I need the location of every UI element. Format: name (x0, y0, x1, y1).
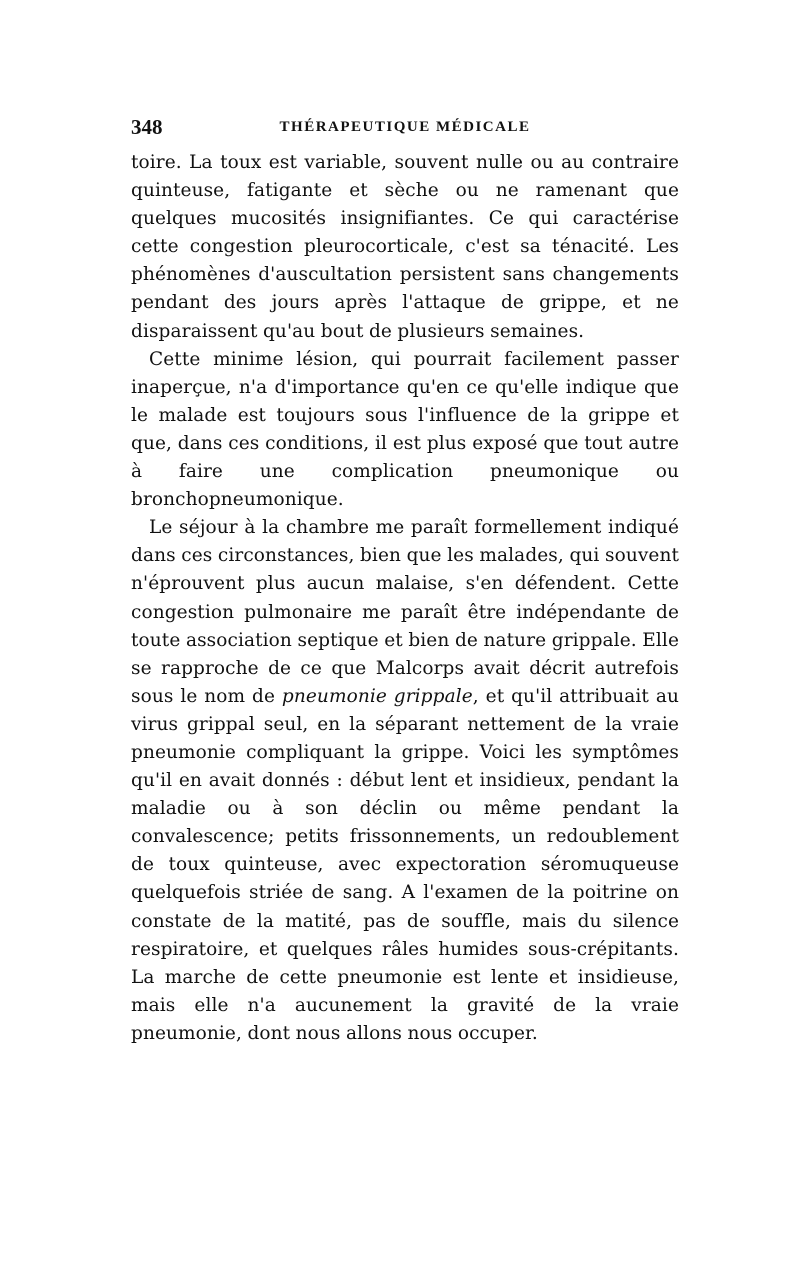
running-header (131, 114, 679, 140)
running-title: THÉRAPEUTIQUE MÉDICALE (279, 119, 531, 135)
paragraph-minime-lesion: Cette minime lésion, qui pourrait facilement passer inaperçue, n'a d'importance qu'en ce qu'elle indique que le malade est toujours sous l'influence de la grippe et que, dans ces conditions, il est plus exposé que tout autre à faire une complication pneumonique ou bronchopneumonique. (131, 348, 679, 511)
paragraph-text-after-italic: , et qu'il attribuait au virus grippal seul, en la séparant nettement de la vraie pneumonie compliquant la grippe. Voici les symptômes qu'il en avait donnés : début lent et insidieux, pendant la maladie ou à son déclin ou même pendant la convalescence; petits frissonnements, un redoublement de toux quinteuse, avec expectoration séromuqueuse quelquefois striée de sang. A l'examen de la poitrine on constate de la matité, pas de souffle, mais du silence respiratoire, et quelques râles humides sous-crépitants. La marche de cette pneumonie est lente et insidieuse, mais elle n'a aucunement la gravité de la vraie pneumonie, dont nous allons nous occuper. (131, 685, 679, 1044)
paragraph-sejour-chambre (131, 514, 679, 1048)
italic-term-pneumonie-grippale: pneumonie grippale (281, 685, 473, 707)
page-number: 348 (131, 115, 163, 139)
body-text (131, 149, 679, 1048)
paragraph-text-before-italic: Le séjour à la chambre me paraît formellement indiqué dans ces circonstances, bien que les malades, qui souvent n'éprouvent plus aucun malaise, s'en défendent. Cette congestion pulmonaire me paraît être indépendante de toute association septique et bien de nature grippale. Elle se rapproche de ce que Malcorps avait décrit autrefois sous le nom de (131, 517, 679, 707)
paragraph-continued: toire. La toux est variable, souvent nulle ou au contraire quinteuse, fatigante et sèche ou ne ramenant que quelques mucosités insignifiantes. Ce qui caractérise cette congestion pleurocorticale, c'est sa ténacité. Les phénomènes d'auscultation persistent sans changements pendant des jours après l'attaque de grippe, et ne disparaissent qu'au bout de plusieurs semaines. (131, 152, 679, 342)
